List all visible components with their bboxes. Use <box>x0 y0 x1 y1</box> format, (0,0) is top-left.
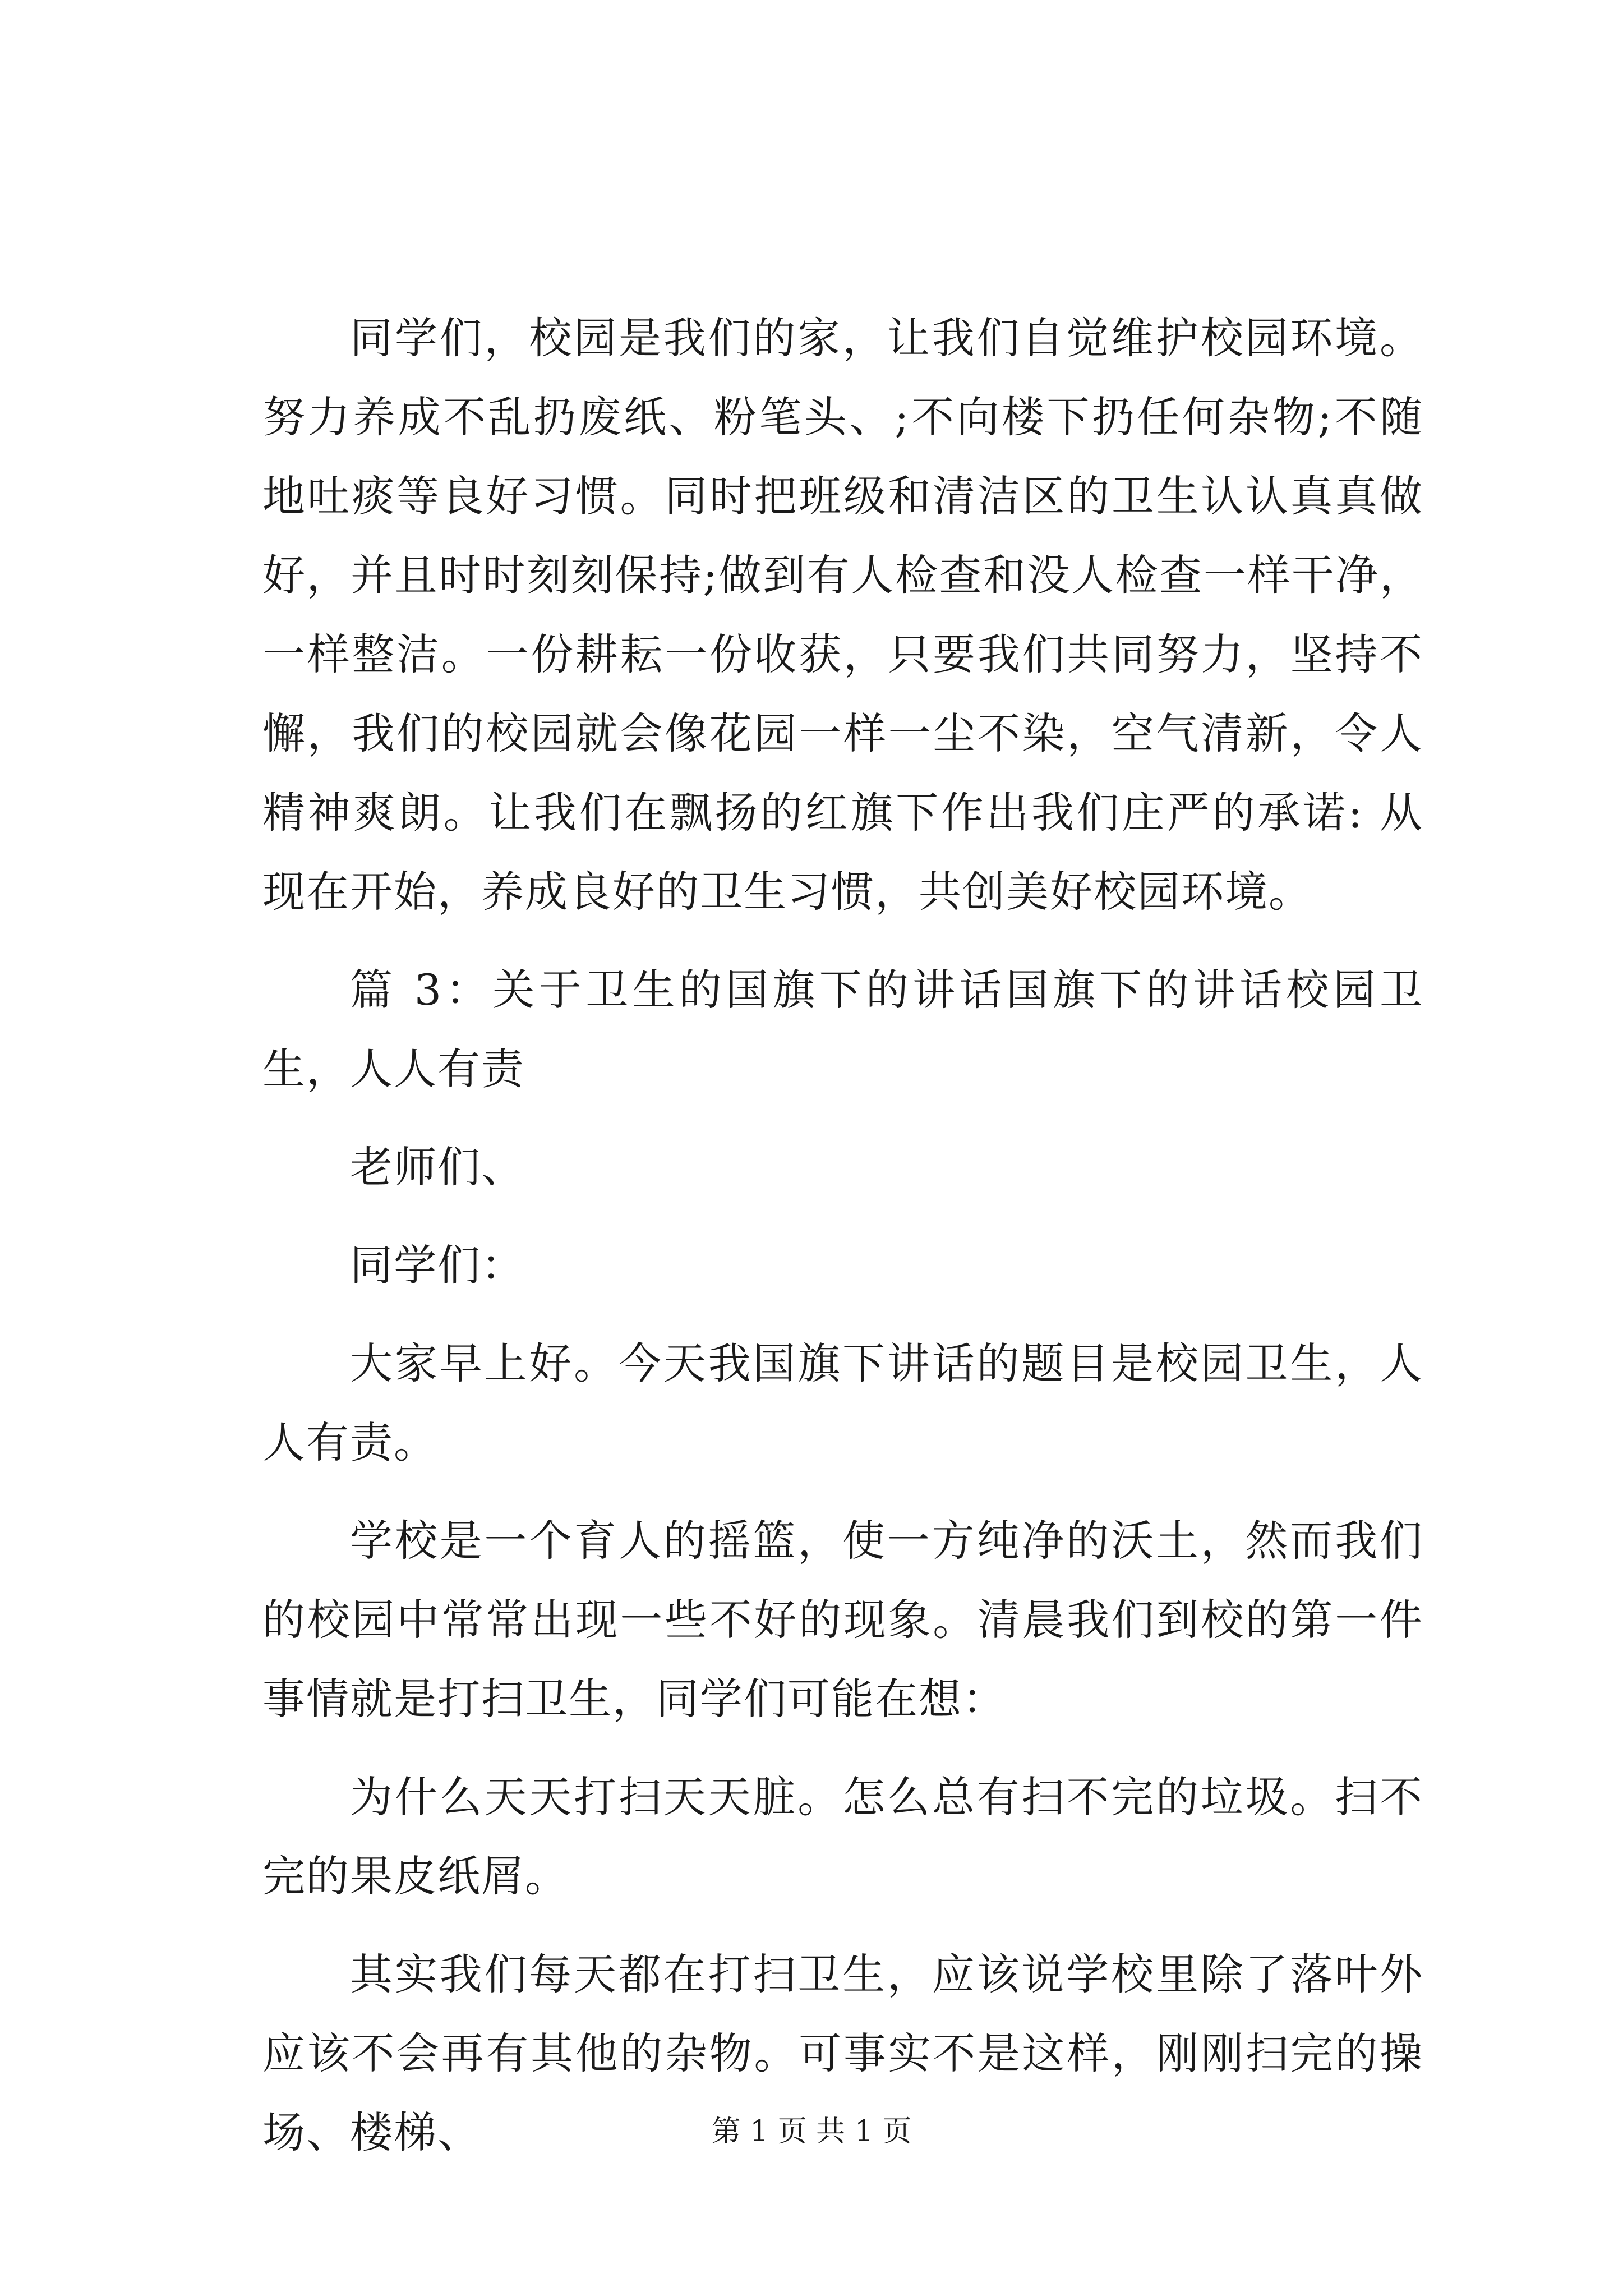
paragraph: 为什么天天打扫天天脏。怎么总有扫不完的垃圾。扫不完的果皮纸屑。 <box>262 1772 1423 1901</box>
paragraph: 其实我们每天都在打扫卫生，应该说学校里除了落叶外应该不会再有其他的杂物。可事实不是这样，刚刚扫完的操场、楼梯、 <box>262 1949 1423 2157</box>
paragraph: 学校是一个育人的摇篮，使一方纯净的沃土，然而我们的校园中常常出现一些不好的现象。清晨我们到校的第一件事情就是打扫卫生，同学们可能在想： <box>262 1516 1423 1724</box>
paragraph: 同学们，校园是我们的家，让我们自觉维护校园环境。努力养成不乱扔废纸、粉笔头、;不向楼下扔任何杂物;不随地吐痰等良好习惯。同时把班级和清洁区的卫生认认真真做好，并且时时刻刻保持;做到有人检查和没人检查一样干净，一样整洁。一份耕耘一份收获，只要我们共同努力，坚持不懈，我们的校园就会像花园一样一尘不染，空气清新，令人精神爽朗。让我们在飘扬的红旗下作出我们庄严的承诺: 从现在开始，养成良好的卫生习惯，共创美好校园环境。 <box>262 313 1423 917</box>
page-number-footer: 第 1 页 共 1 页 <box>711 2115 912 2148</box>
salutation-teachers: 老师们、 <box>350 1142 525 1192</box>
paragraph: 大家早上好。今天我国旗下讲话的题目是校园卫生，人人有责。 <box>262 1338 1423 1467</box>
salutation-students: 同学们： <box>350 1240 525 1290</box>
section-heading: 篇 3：关于卫生的国旗下的讲话国旗下的讲话校园卫生，人人有责 <box>262 965 1423 1094</box>
document-body <box>262 298 1423 2191</box>
